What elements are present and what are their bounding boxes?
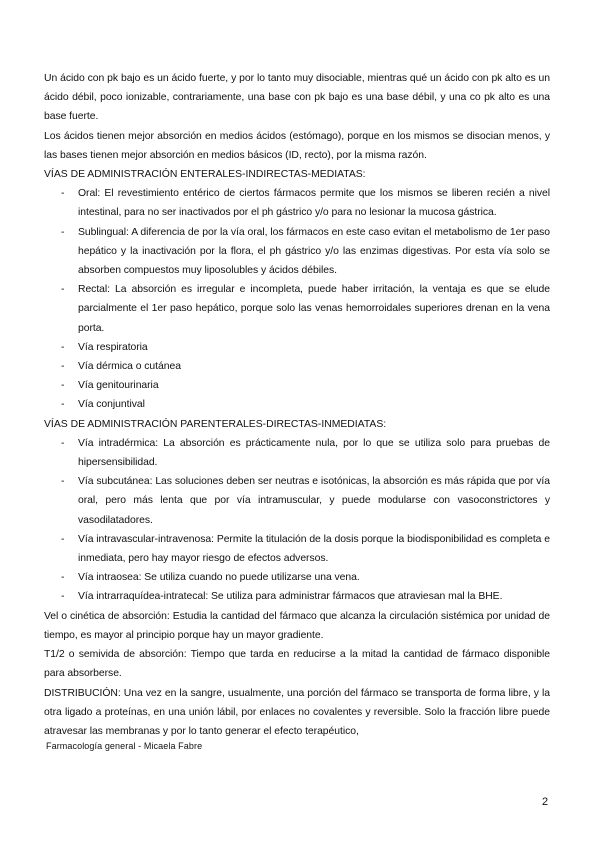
- list-enteral: [44, 184, 550, 414]
- heading-enteral: VÍAS DE ADMINISTRACIÓN ENTERALES-INDIRECTAS-MEDIATAS:: [44, 169, 366, 181]
- list-parenteral: [44, 434, 550, 607]
- footer-text: Farmacología general - Micaela Fabre: [46, 741, 203, 751]
- page-number: 2: [542, 796, 549, 808]
- paragraph-absorption-velocity: Vel o cinética de absorción: Estudia la cantidad del fármaco que alcanza la circulación sistémica por unidad de tiempo, es mayor al principio porque hay un mayor gradiente.: [44, 610, 550, 641]
- list-item: - Vía intraosea: Se utiliza cuando no puede utilizarse una vena.: [44, 568, 550, 587]
- list-item: - Vía genitourinaria: [44, 376, 550, 395]
- list-item: - Vía intravascular-intravenosa: Permite la titulación de la dosis porque la biodisponibilidad es completa e inmediata, pero hay mayor riesgo de efectos adversos.: [44, 530, 550, 568]
- list-item: - Vía subcutánea: Las soluciones deben ser neutras e isotónicas, la absorción es más rápida que por vía oral, pero más lenta que por vía intramuscular, y puede modularse con vasoconstrictores y vasodilatadores.: [44, 472, 550, 530]
- paragraph-half-life: T1/2 o semivida de absorción: Tiempo que tarda en reducirse a la mitad la cantidad de fármaco disponible para absorberse.: [44, 649, 550, 680]
- list-item: - Vía intrarraquídea-intratecal: Se utiliza para administrar fármacos que atraviesan mal la BHE.: [44, 587, 550, 606]
- list-item: - Sublingual: A diferencia de por la vía oral, los fármacos en este caso evitan el metabolismo de 1er paso hepático y la inactivación por la flora, el ph gástrico y/o las enzimas digestivas. Por esta vía solo se absorben compuestos muy liposolubles y ácidos débiles.: [44, 223, 550, 281]
- paragraph-absorption-media: Los ácidos tienen mejor absorción en medios ácidos (estómago), porque en los mismos se disocian menos, y las bases tienen mejor absorción en medios básicos (ID, recto), por la misma razón.: [44, 130, 550, 161]
- paragraph-pk: Un ácido con pk bajo es un ácido fuerte, y por lo tanto muy disociable, mientras qué un ácido con pk alto es un ácido débil, poco ionizable, contrariamente, una base con pk bajo es una base débil, y una co pk alto es una base fuerte.: [44, 73, 550, 123]
- list-item: - Vía intradérmica: La absorción es prácticamente nula, por lo que se utiliza solo para pruebas de hipersensibilidad.: [44, 434, 550, 472]
- list-item: - Vía respiratoria: [44, 338, 550, 357]
- list-item: - Vía dérmica o cutánea: [44, 357, 550, 376]
- list-item: - Vía conjuntival: [44, 395, 550, 414]
- heading-parenteral: VÍAS DE ADMINISTRACIÓN PARENTERALES-DIRECTAS-INMEDIATAS:: [44, 418, 387, 430]
- document-body: [44, 69, 550, 741]
- list-item: - Oral: El revestimiento entérico de ciertos fármacos permite que los mismos se liberen recién a nivel intestinal, para no ser inactivados por el ph gástrico y/o para no lesionar la mucosa gástrica.: [44, 184, 550, 222]
- list-item: - Rectal: La absorción es irregular e incompleta, puede haber irritación, la ventaja es que se elude parcialmente el 1er paso hepático, porque solo las venas hemorroidales superiores drenan en la vena porta.: [44, 280, 550, 338]
- paragraph-distribution: DISTRIBUCIÓN: Una vez en la sangre, usualmente, una porción del fármaco se transporta de forma libre, y la otra ligado a proteínas, en una unión lábil, por enlaces no covalentes y reversible. Solo la fracción libre puede atravesar las membranas y por lo tanto generar el efecto terapéutico,: [44, 687, 550, 737]
